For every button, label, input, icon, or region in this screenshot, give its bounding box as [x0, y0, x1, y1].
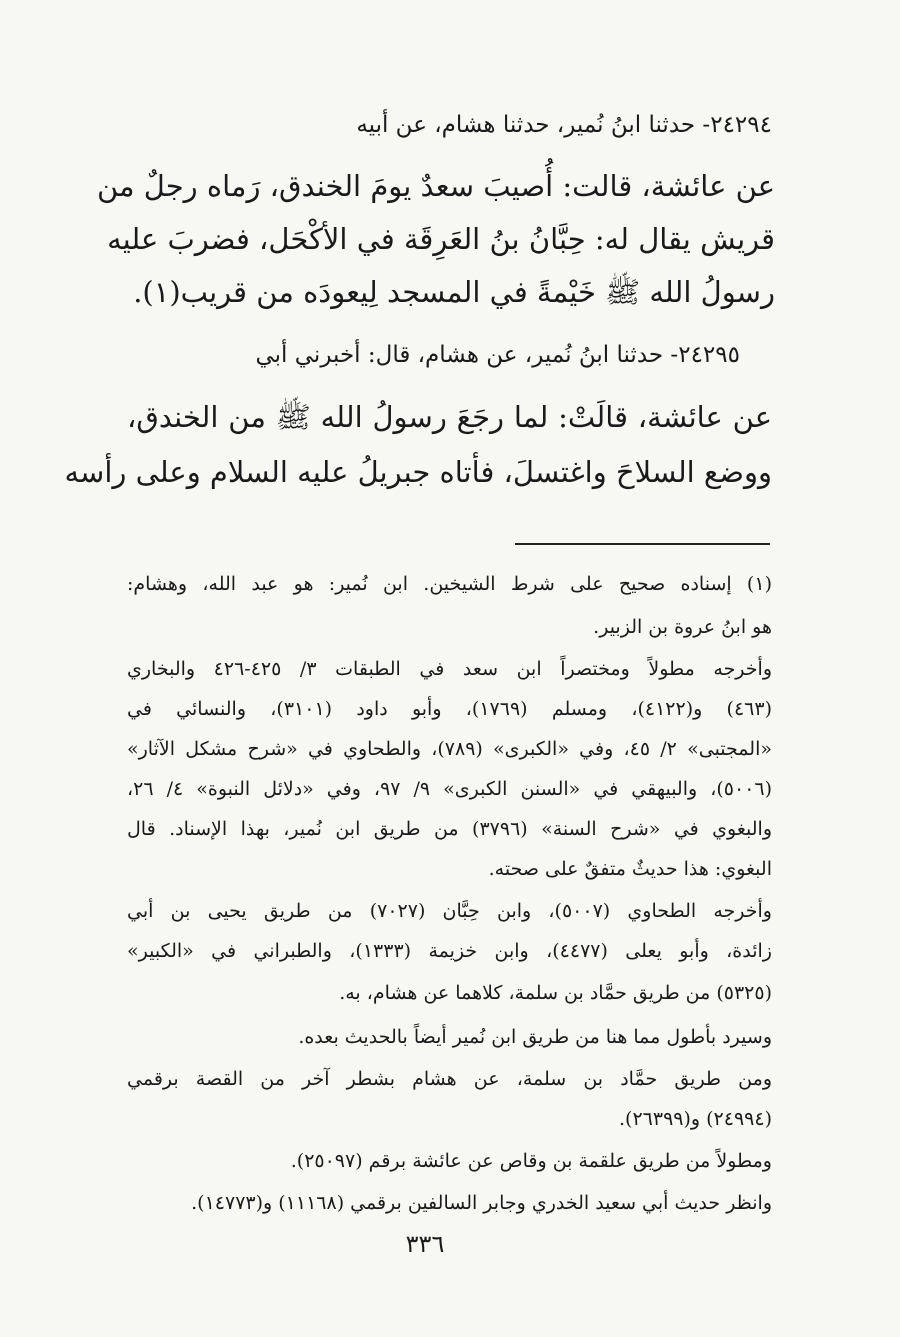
footnote-line-1: (١) إسناده صحيح على شرط الشيخين. ابن نُمير: هو عبد الله، وهشام: [127, 573, 772, 595]
footnote-line-13: ومن طريق حمَّاد بن سلمة، عن هشام بشطر آخر من القصة برقمي [127, 1068, 772, 1090]
footnote-line-15: ومطولاً من طريق علقمة بن وقاص عن عائشة برقم (٢٥٠٩٧). [290, 1150, 772, 1172]
footnote-line-7: والبغوي في «شرح السنة» (٣٧٩٦) من طريق ابن نُمير، بهذا الإسناد. قال [127, 818, 772, 840]
footnote-line-16: وانظر حديث أبي سعيد الخدري وجابر السالفين برقمي (١١١٦٨) و(١٤٧٧٣). [191, 1192, 772, 1214]
footnote-line-4: (٤٦٣) و(٤١٢٢)، ومسلم (١٧٦٩)، وأبو داود (٣١٠١)، والنسائي في [127, 698, 773, 720]
page-number: ٣٣٦ [405, 1230, 445, 1258]
footnote-line-12: وسيرد بأطول مما هنا من طريق ابن نُمير أيضاً بالحديث بعده. [298, 1026, 772, 1048]
hadith-24294-line-2: قريش يقال له: حِبَّانُ بنُ العَرِقَة في الأكْحَل، فضربَ عليه [107, 222, 775, 256]
hadith-24294-line-3: رسولُ الله ﷺ خَيْمةً في المسجد لِيعودَه من قريب(١). [133, 275, 775, 309]
hadith-24294-line-1: عن عائشة، قالت: أُصيبَ سعدٌ يومَ الخندق، رَماه رجلٌ من [96, 169, 775, 203]
footnote-line-5: «المجتبى» ٢/ ٤٥، وفي «الكبرى» (٧٨٩)، والطحاوي في «شرح مشكل الآثار» [127, 738, 772, 760]
footnote-line-11: (٥٣٢٥) من طريق حمَّاد بن سلمة، كلاهما عن هشام، به. [339, 982, 772, 1004]
footnote-separator [515, 543, 770, 545]
footnote-line-14: (٢٤٩٩٤) و(٢٦٣٩٩). [619, 1108, 772, 1130]
footnote-line-8: البغوي: هذا حديثٌ متفقٌ على صحته. [488, 858, 772, 880]
hadith-24294-header: ٢٤٢٩٤- حدثنا ابنُ نُمير، حدثنا هشام، عن أبيه [356, 112, 772, 138]
footnote-line-9: وأخرجه الطحاوي (٥٠٠٧)، وابن حِبَّان (٧٠٢٧) من طريق يحيى بن أبي [127, 900, 772, 922]
footnote-line-10: زائدة، وأبو يعلى (٤٤٧٧)، وابن خزيمة (١٣٣٣)، والطبراني في «الكبير» [127, 940, 772, 962]
hadith-24295-line-1: عن عائشة، قالَتْ: لما رجَعَ رسولُ الله ﷺ من الخندق، [127, 400, 772, 434]
footnote-line-2: هو ابنُ عروة بن الزبير. [593, 616, 772, 638]
hadith-24295-header: ٢٤٢٩٥- حدثنا ابنُ نُمير، عن هشام، قال: أخبرني أبي [255, 342, 740, 368]
footnote-line-6: (٥٠٠٦)، والبيهقي في «السنن الكبرى» ٩/ ٩٧، وفي «دلائل النبوة» ٤/ ٢٦، [127, 778, 772, 800]
hadith-24295-line-2: ووضع السلاحَ واغتسلَ، فأتاه جبريلُ عليه السلام وعلى رأسه [64, 455, 772, 489]
footnote-line-3: وأخرجه مطولاً ومختصراً ابن سعد في الطبقات ٣/ ٤٢٥-٤٢٦ والبخاري [127, 658, 772, 680]
